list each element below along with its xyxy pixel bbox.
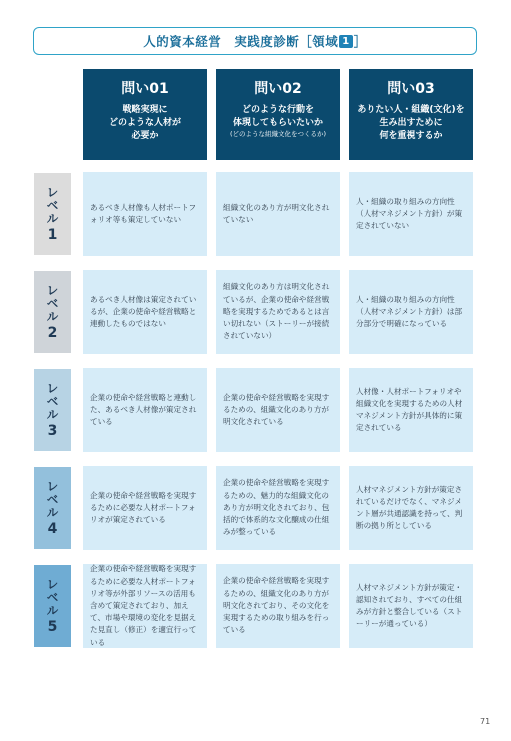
level-number: 4 (47, 520, 58, 537)
cell-text: 企業の使命や経営戦略を実現するために必要な人材ポートフォリオ等が外部リソースの活用も含めて策定されており、加えて、市場や環境の変化を見据えた見直し（修正）を適宜行っている (90, 564, 197, 647)
matrix-cell-l4-q2 (216, 466, 340, 550)
level-word: レベル (45, 479, 59, 519)
level-label-1 (34, 173, 71, 255)
level-label-2 (34, 271, 71, 353)
level-word: レベル (45, 577, 59, 617)
cell-text: 人材マネジメント方針が策定・認知されており、すべての仕組みが方針と整合している（ストーリーが通っている） (356, 582, 463, 629)
cell-text: 企業の使命や経営戦略を実現するための、組織文化のあり方が明文化されており、その文化を実現するための取り組みを行っている (223, 576, 330, 635)
level-word: レベル (45, 283, 59, 323)
cell-text: 人材像・人材ポートフォリオや組織文化を実現するための人材マネジメント方針が具体的に策定されている (356, 386, 463, 433)
question-header-2 (216, 69, 340, 160)
page-number: 71 (480, 717, 491, 726)
question-description: どのような行動を 体現してもらいたいか (232, 105, 323, 128)
matrix-cell-l4-q1 (83, 466, 207, 550)
matrix-cell-l2-q1 (83, 270, 207, 354)
cell-text: 企業の使命や経営戦略を実現するために必要な人材ポートフォリオが策定されている (90, 490, 197, 525)
matrix-cell-l2-q3 (349, 270, 473, 354)
question-header-1 (83, 69, 207, 160)
matrix-cell-l1-q1 (83, 172, 207, 256)
question-description: ありたい人・組織(文化)を 生み出すために 何を重視するか (357, 105, 465, 141)
level-word: レベル (45, 381, 59, 421)
level-label-3 (34, 369, 71, 451)
question-header-3 (349, 69, 473, 160)
level-label-4 (34, 467, 71, 549)
level-label-5 (34, 565, 71, 647)
title-prefix: 人的資本経営 実践度診断［領域 (143, 34, 339, 49)
cell-text: 組織文化のあり方が明文化されていない (223, 202, 330, 224)
matrix-cell-l1-q3 (349, 172, 473, 256)
matrix-cell-l4-q3 (349, 466, 473, 550)
matrix-cell-l3-q1 (83, 368, 207, 452)
cell-text: 組織文化のあり方は明文化されているが、企業の使命や経営戦略を実現するためであるとは言い切れない（ストーリーが接続されていない） (223, 282, 330, 341)
cell-text: 人・組織の取り組みの方向性（人材マネジメント方針）は部分部分で明確になっている (356, 294, 463, 329)
cell-text: 企業の使命や経営戦略を実現するための、魅力的な組織文化のあり方が明文化されており、包括的で体系的な文化醸成の仕組みが整っている (223, 478, 330, 537)
page-title (33, 27, 477, 55)
cell-text: 企業の使命や経営戦略を実現するための、組織文化のあり方が明文化されている (223, 392, 330, 427)
matrix-cell-l5-q1 (83, 564, 207, 648)
level-number: 3 (47, 422, 58, 439)
matrix-cell-l5-q3 (349, 564, 473, 648)
question-label: 問い03 (387, 81, 435, 97)
question-label: 問い02 (254, 81, 302, 97)
level-number: 1 (47, 226, 58, 243)
cell-text: 人・組織の取り組みの方向性（人材マネジメント方針）が策定されていない (356, 196, 463, 231)
level-word: レベル (45, 185, 59, 225)
title-suffix: ］ (353, 34, 367, 49)
cell-text: あるべき人材像も人材ポートフォリオ等も策定していない (90, 202, 197, 224)
level-number: 2 (47, 324, 58, 341)
cell-text: 人材マネジメント方針が策定されているだけでなく、マネジメント層が共通認識を持って、判断の拠り所としている (356, 484, 463, 531)
level-number: 5 (47, 618, 58, 635)
question-subnote: (どのような組織文化をつくるか) (229, 130, 327, 138)
matrix-cell-l5-q2 (216, 564, 340, 648)
matrix-cell-l3-q2 (216, 368, 340, 452)
question-description: 戦略実現に どのような人材が 必要か (108, 105, 181, 141)
cell-text: あるべき人材像は策定されているが、企業の使命や経営戦略と連動したものではない (90, 294, 197, 329)
domain-badge: 1 (339, 35, 352, 48)
matrix-cell-l1-q2 (216, 172, 340, 256)
matrix-cell-l3-q3 (349, 368, 473, 452)
matrix-cell-l2-q2 (216, 270, 340, 354)
question-label: 問い01 (121, 81, 169, 97)
cell-text: 企業の使命や経営戦略と連動した、あるべき人材像が策定されている (90, 392, 197, 427)
